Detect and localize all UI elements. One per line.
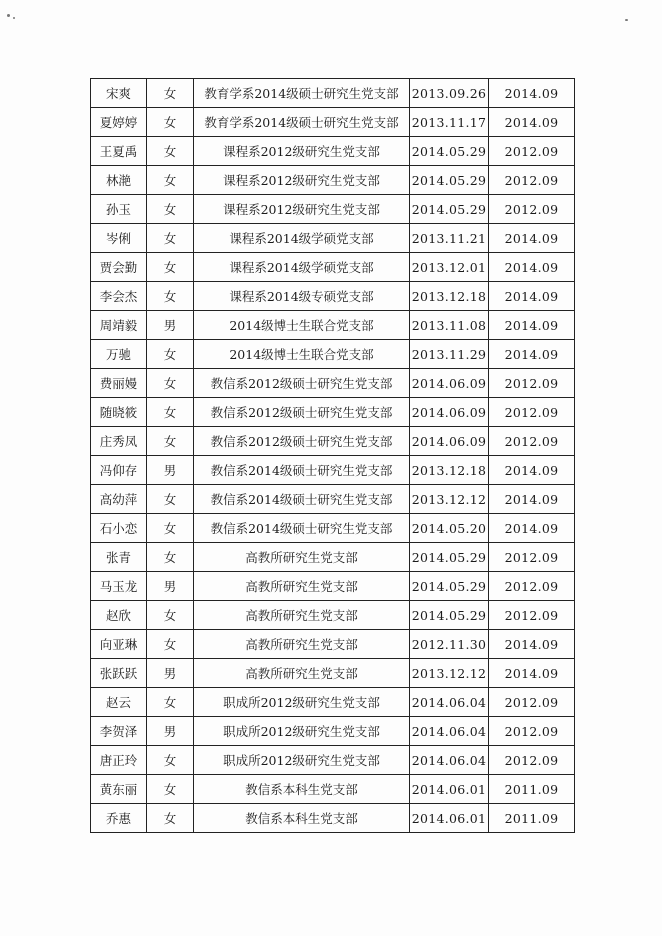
branch-cell: 教信系本科生党支部 xyxy=(194,775,410,804)
table-row xyxy=(91,804,575,833)
table-row xyxy=(91,775,575,804)
gender-cell: 女 xyxy=(147,630,194,659)
table-row xyxy=(91,195,575,224)
branch-cell: 高教所研究生党支部 xyxy=(194,572,410,601)
join-date-cell: 2014.06.09 xyxy=(410,369,489,398)
join-date-cell: 2013.12.18 xyxy=(410,456,489,485)
join-date-cell: 2014.05.29 xyxy=(410,195,489,224)
gender-cell: 女 xyxy=(147,775,194,804)
join-date-cell: 2013.12.18 xyxy=(410,282,489,311)
table-row xyxy=(91,369,575,398)
branch-cell: 教信系2014级硕士研究生党支部 xyxy=(194,485,410,514)
join-date-cell: 2014.05.29 xyxy=(410,166,489,195)
join-date-cell: 2014.06.04 xyxy=(410,746,489,775)
gender-cell: 女 xyxy=(147,79,194,108)
join-date-cell: 2012.11.30 xyxy=(410,630,489,659)
table-row xyxy=(91,79,575,108)
table-row xyxy=(91,224,575,253)
member-roster-table xyxy=(90,78,575,833)
join-date-cell: 2014.05.20 xyxy=(410,514,489,543)
join-date-cell: 2014.05.29 xyxy=(410,543,489,572)
gender-cell: 女 xyxy=(147,543,194,572)
branch-cell: 教育学系2014级硕士研究生党支部 xyxy=(194,108,410,137)
enroll-year-cell: 2012.09 xyxy=(489,137,575,166)
branch-cell: 2014级博士生联合党支部 xyxy=(194,340,410,369)
branch-cell: 课程系2012级研究生党支部 xyxy=(194,166,410,195)
table-row xyxy=(91,282,575,311)
name-cell: 庄秀凤 xyxy=(91,427,147,456)
table-row xyxy=(91,485,575,514)
enroll-year-cell: 2011.09 xyxy=(489,804,575,833)
join-date-cell: 2014.06.09 xyxy=(410,398,489,427)
name-cell: 岑俐 xyxy=(91,224,147,253)
table-row xyxy=(91,253,575,282)
name-cell: 万驰 xyxy=(91,340,147,369)
name-cell: 林滟 xyxy=(91,166,147,195)
name-cell: 冯仰存 xyxy=(91,456,147,485)
gender-cell: 女 xyxy=(147,253,194,282)
enroll-year-cell: 2012.09 xyxy=(489,166,575,195)
branch-cell: 职成所2012级研究生党支部 xyxy=(194,717,410,746)
enroll-year-cell: 2014.09 xyxy=(489,659,575,688)
enroll-year-cell: 2014.09 xyxy=(489,253,575,282)
join-date-cell: 2014.06.04 xyxy=(410,688,489,717)
name-cell: 孙玉 xyxy=(91,195,147,224)
branch-cell: 2014级博士生联合党支部 xyxy=(194,311,410,340)
gender-cell: 女 xyxy=(147,108,194,137)
gender-cell: 女 xyxy=(147,166,194,195)
gender-cell: 女 xyxy=(147,398,194,427)
name-cell: 唐正玲 xyxy=(91,746,147,775)
gender-cell: 女 xyxy=(147,340,194,369)
gender-cell: 男 xyxy=(147,659,194,688)
join-date-cell: 2013.12.12 xyxy=(410,659,489,688)
gender-cell: 女 xyxy=(147,746,194,775)
scan-speck xyxy=(7,14,10,17)
name-cell: 王夏禹 xyxy=(91,137,147,166)
join-date-cell: 2013.12.12 xyxy=(410,485,489,514)
name-cell: 黄东丽 xyxy=(91,775,147,804)
join-date-cell: 2014.06.04 xyxy=(410,717,489,746)
branch-cell: 高教所研究生党支部 xyxy=(194,659,410,688)
enroll-year-cell: 2012.09 xyxy=(489,195,575,224)
enroll-year-cell: 2012.09 xyxy=(489,572,575,601)
name-cell: 马玉龙 xyxy=(91,572,147,601)
join-date-cell: 2013.11.29 xyxy=(410,340,489,369)
name-cell: 李会杰 xyxy=(91,282,147,311)
name-cell: 夏婷婷 xyxy=(91,108,147,137)
branch-cell: 课程系2014级专硕党支部 xyxy=(194,282,410,311)
join-date-cell: 2014.05.29 xyxy=(410,601,489,630)
gender-cell: 男 xyxy=(147,311,194,340)
branch-cell: 职成所2012级研究生党支部 xyxy=(194,688,410,717)
table-row xyxy=(91,572,575,601)
gender-cell: 女 xyxy=(147,224,194,253)
table-row xyxy=(91,717,575,746)
table-row xyxy=(91,630,575,659)
enroll-year-cell: 2012.09 xyxy=(489,369,575,398)
branch-cell: 教信系2014级硕士研究生党支部 xyxy=(194,456,410,485)
join-date-cell: 2014.05.29 xyxy=(410,572,489,601)
enroll-year-cell: 2014.09 xyxy=(489,282,575,311)
name-cell: 赵欣 xyxy=(91,601,147,630)
branch-cell: 教信系2014级硕士研究生党支部 xyxy=(194,514,410,543)
enroll-year-cell: 2014.09 xyxy=(489,514,575,543)
enroll-year-cell: 2011.09 xyxy=(489,775,575,804)
roster-body xyxy=(91,79,575,833)
gender-cell: 女 xyxy=(147,137,194,166)
join-date-cell: 2014.05.29 xyxy=(410,137,489,166)
table-row xyxy=(91,398,575,427)
gender-cell: 女 xyxy=(147,369,194,398)
enroll-year-cell: 2014.09 xyxy=(489,485,575,514)
enroll-year-cell: 2012.09 xyxy=(489,601,575,630)
branch-cell: 课程系2012级研究生党支部 xyxy=(194,137,410,166)
branch-cell: 教育学系2014级硕士研究生党支部 xyxy=(194,79,410,108)
gender-cell: 女 xyxy=(147,427,194,456)
name-cell: 乔惠 xyxy=(91,804,147,833)
name-cell: 费丽嫚 xyxy=(91,369,147,398)
join-date-cell: 2013.12.01 xyxy=(410,253,489,282)
gender-cell: 女 xyxy=(147,804,194,833)
gender-cell: 男 xyxy=(147,572,194,601)
join-date-cell: 2014.06.01 xyxy=(410,804,489,833)
join-date-cell: 2013.09.26 xyxy=(410,79,489,108)
join-date-cell: 2013.11.08 xyxy=(410,311,489,340)
branch-cell: 课程系2012级研究生党支部 xyxy=(194,195,410,224)
scan-speck xyxy=(625,19,628,21)
branch-cell: 高教所研究生党支部 xyxy=(194,630,410,659)
table-row xyxy=(91,514,575,543)
gender-cell: 女 xyxy=(147,282,194,311)
enroll-year-cell: 2014.09 xyxy=(489,79,575,108)
table-row xyxy=(91,601,575,630)
name-cell: 宋爽 xyxy=(91,79,147,108)
gender-cell: 女 xyxy=(147,601,194,630)
join-date-cell: 2013.11.21 xyxy=(410,224,489,253)
table-row xyxy=(91,166,575,195)
gender-cell: 男 xyxy=(147,717,194,746)
enroll-year-cell: 2012.09 xyxy=(489,746,575,775)
table-row xyxy=(91,688,575,717)
enroll-year-cell: 2014.09 xyxy=(489,630,575,659)
enroll-year-cell: 2014.09 xyxy=(489,108,575,137)
name-cell: 向亚琳 xyxy=(91,630,147,659)
name-cell: 石小恋 xyxy=(91,514,147,543)
name-cell: 李贺泽 xyxy=(91,717,147,746)
enroll-year-cell: 2012.09 xyxy=(489,427,575,456)
scan-speck xyxy=(13,17,15,19)
enroll-year-cell: 2014.09 xyxy=(489,311,575,340)
enroll-year-cell: 2012.09 xyxy=(489,717,575,746)
gender-cell: 女 xyxy=(147,514,194,543)
name-cell: 赵云 xyxy=(91,688,147,717)
enroll-year-cell: 2012.09 xyxy=(489,398,575,427)
gender-cell: 女 xyxy=(147,195,194,224)
branch-cell: 教信系2012级硕士研究生党支部 xyxy=(194,398,410,427)
table-row xyxy=(91,137,575,166)
enroll-year-cell: 2012.09 xyxy=(489,543,575,572)
name-cell: 随晓筱 xyxy=(91,398,147,427)
table-row xyxy=(91,340,575,369)
branch-cell: 课程系2014级学硕党支部 xyxy=(194,224,410,253)
table-row xyxy=(91,746,575,775)
table-row xyxy=(91,427,575,456)
name-cell: 贾会勤 xyxy=(91,253,147,282)
branch-cell: 高教所研究生党支部 xyxy=(194,543,410,572)
gender-cell: 男 xyxy=(147,456,194,485)
join-date-cell: 2013.11.17 xyxy=(410,108,489,137)
enroll-year-cell: 2014.09 xyxy=(489,340,575,369)
branch-cell: 职成所2012级研究生党支部 xyxy=(194,746,410,775)
enroll-year-cell: 2012.09 xyxy=(489,688,575,717)
table-row xyxy=(91,108,575,137)
gender-cell: 女 xyxy=(147,688,194,717)
table-row xyxy=(91,456,575,485)
join-date-cell: 2014.06.09 xyxy=(410,427,489,456)
branch-cell: 教信系2012级硕士研究生党支部 xyxy=(194,427,410,456)
branch-cell: 课程系2014级学硕党支部 xyxy=(194,253,410,282)
join-date-cell: 2014.06.01 xyxy=(410,775,489,804)
name-cell: 张跃跃 xyxy=(91,659,147,688)
enroll-year-cell: 2014.09 xyxy=(489,224,575,253)
name-cell: 张青 xyxy=(91,543,147,572)
branch-cell: 教信系本科生党支部 xyxy=(194,804,410,833)
enroll-year-cell: 2014.09 xyxy=(489,456,575,485)
branch-cell: 高教所研究生党支部 xyxy=(194,601,410,630)
name-cell: 周靖毅 xyxy=(91,311,147,340)
gender-cell: 女 xyxy=(147,485,194,514)
name-cell: 高幼萍 xyxy=(91,485,147,514)
branch-cell: 教信系2012级硕士研究生党支部 xyxy=(194,369,410,398)
table-row xyxy=(91,311,575,340)
table-row xyxy=(91,659,575,688)
table-row xyxy=(91,543,575,572)
